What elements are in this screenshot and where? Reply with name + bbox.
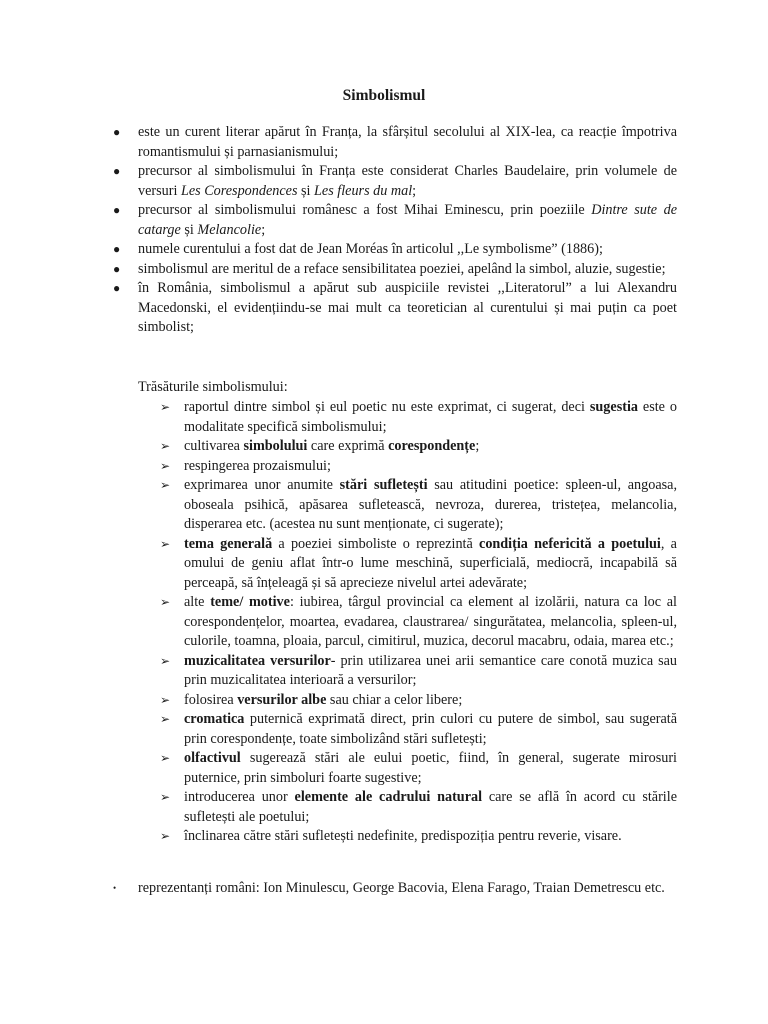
text-run: care exprimă [307,438,389,454]
trait-item [0,593,768,652]
text-run: reprezentanți români: Ion Minulescu, George Bacovia, Elena Farago, Traian Demetrescu etc. [138,880,665,896]
text-run: - prin utilizarea unei arii semantice care conotă muzica sau prin muzicalitatea interioară a versurilor; [184,652,678,688]
text-run: a poeziei simboliste o reprezintă [272,535,480,552]
trait-item [0,437,768,457]
italic-text: Dintre sute de catarge [138,202,677,238]
text-run: ; [412,182,417,199]
bold-text: tema generală [184,535,273,552]
trait-item [0,710,768,749]
text-run: precursor al simbolismului în Franța este considerat Charles Baudelaire, prin volumele de versuri [138,163,677,199]
representatives-list [0,879,768,899]
text-run: folosirea [184,691,238,708]
text-run: numele curentului a fost dat de Jean Moréas în articolul ,,Le symbolisme” (1886); [138,241,603,257]
arrow-bullet-icon: ➢ [160,478,171,492]
list-item [0,240,768,260]
trait-item [0,691,768,711]
bullet-icon: ● [113,125,121,139]
text-run: alte [184,594,211,610]
list-item [0,201,768,240]
italic-text: Melancolie [197,221,262,238]
arrow-bullet-icon: ➢ [160,790,171,804]
text-run: , a omului de geniu aflat într-o lume meschină, superficială, mediocră, incapabilă să perceapă, să înțeleagă și să aprecieze nivelul artei adevărate; [184,535,677,591]
bullet-icon: • [113,883,117,893]
text-run: este un curent literar apărut în Franța, la sfârșitul secolului al XIX-lea, ca reacție împotriva romantismului și parnasianismului; [138,124,677,160]
bold-text: sugestia [589,399,638,415]
text-run: înclinarea către stări sufletești nedefinite, predispoziția pentru reverie, visare. [184,828,622,844]
arrow-bullet-icon: ➢ [160,439,171,453]
text-run: și [180,221,198,238]
list-item [0,162,768,201]
text-run: introducerea unor [184,789,295,805]
arrow-bullet-icon: ➢ [160,692,171,707]
trait-item [0,398,768,437]
text-run: raportul dintre simbol și eul poetic nu este exprimat, ci sugerat, deci [184,399,590,415]
bold-text: olfactivul [184,750,241,766]
bullet-icon: ● [113,281,121,295]
traits-heading: Trăsăturile simbolismului: [138,379,288,395]
bold-text: versurilor albe [237,691,327,708]
traits-list [0,398,768,847]
arrow-bullet-icon: ➢ [160,595,171,609]
bullet-icon: ● [113,164,121,178]
trait-item [0,827,768,847]
intro-bullet-list [0,123,768,338]
list-item [0,260,768,280]
representatives-item [0,879,768,899]
bold-text: simbolului [243,438,308,454]
text-run: : iubirea, târgul provincial ca element al izolării, natura ca loc al corespondențelor, moartea, evadarea, claustrarea/ singurătatea, melancolia, spleen-ul, culorile, toamna, ploaia, parcul, cimitirul, muzica, decorul macabru, odaia, marea etc.; [184,594,677,649]
text-run: care se află în acord cu stările sufletești ale poetului; [184,789,677,825]
text-run: ; [261,221,266,238]
text-run: puternică exprimată direct, prin culori cu putere de simbol, sau sugerată prin corespondențe, toate simbolizând stări sufletești; [184,711,677,747]
text-run: și [297,182,315,199]
bold-text: muzicalitatea versurilor [184,652,331,669]
arrow-bullet-icon: ➢ [160,751,171,765]
bullet-icon: ● [113,242,121,256]
text-run: ; [475,438,480,454]
trait-item [0,652,768,691]
document-title: Simbolismul [342,87,426,104]
trait-item [0,788,768,827]
trait-item [0,535,768,594]
trait-item [0,476,768,535]
bold-text: teme/ motive [210,594,290,610]
text-run: în România, simbolismul a apărut sub auspiciile revistei ,,Literatorul” a lui Alexandru Macedonski, el evidențiindu-se mai mult ca teoretician al curentului și mai puțin ca poet simbolist; [138,280,677,335]
arrow-bullet-icon: ➢ [160,536,171,551]
arrow-bullet-icon: ➢ [160,400,171,414]
bold-text: stări sufletești [339,477,428,493]
text-run: precursor al simbolismului românesc a fost Mihai Eminescu, prin poeziile [138,202,592,218]
trait-item [0,457,768,477]
text-run: sau chiar a celor libere; [326,691,463,708]
italic-text: Les fleurs du mal [314,182,413,199]
bold-text: cromatica [184,711,245,727]
italic-text: Les Corespondences [180,182,298,199]
text-run: sugerează stări ale eului poetic, fiind, în general, sugerate mirosuri puternice, prin simboluri foarte sugestive; [184,750,677,786]
arrow-bullet-icon: ➢ [160,458,171,473]
bold-text: elemente ale cadrului natural [294,789,483,805]
text-run: exprimarea unor anumite [184,477,340,493]
bullet-icon: ● [113,203,121,217]
arrow-bullet-icon: ➢ [160,712,171,726]
arrow-bullet-icon: ➢ [160,829,171,843]
text-run: cultivarea [184,438,244,454]
bold-text: condiția nefericită a poetului [479,535,661,552]
text-run: respingerea prozaismului; [184,457,331,474]
text-run: este o modalitate specifică simbolismului; [184,399,677,435]
arrow-bullet-icon: ➢ [160,653,171,668]
text-run: simbolismul are meritul de a reface sensibilitatea poeziei, apelând la simbol, aluzie, sugestie; [138,260,666,277]
list-item [0,279,768,338]
trait-item [0,749,768,788]
bullet-icon: ● [113,261,121,276]
list-item [0,123,768,162]
bold-text: corespondențe [388,438,476,454]
text-run: sau atitudini poetice: spleen-ul, angoasa, oboseala psihică, apăsarea sufletească, nevroza, durerea, tristețea, melancolia, disperarea etc. (acestea nu sunt menționate, ci sugerate); [184,477,677,532]
